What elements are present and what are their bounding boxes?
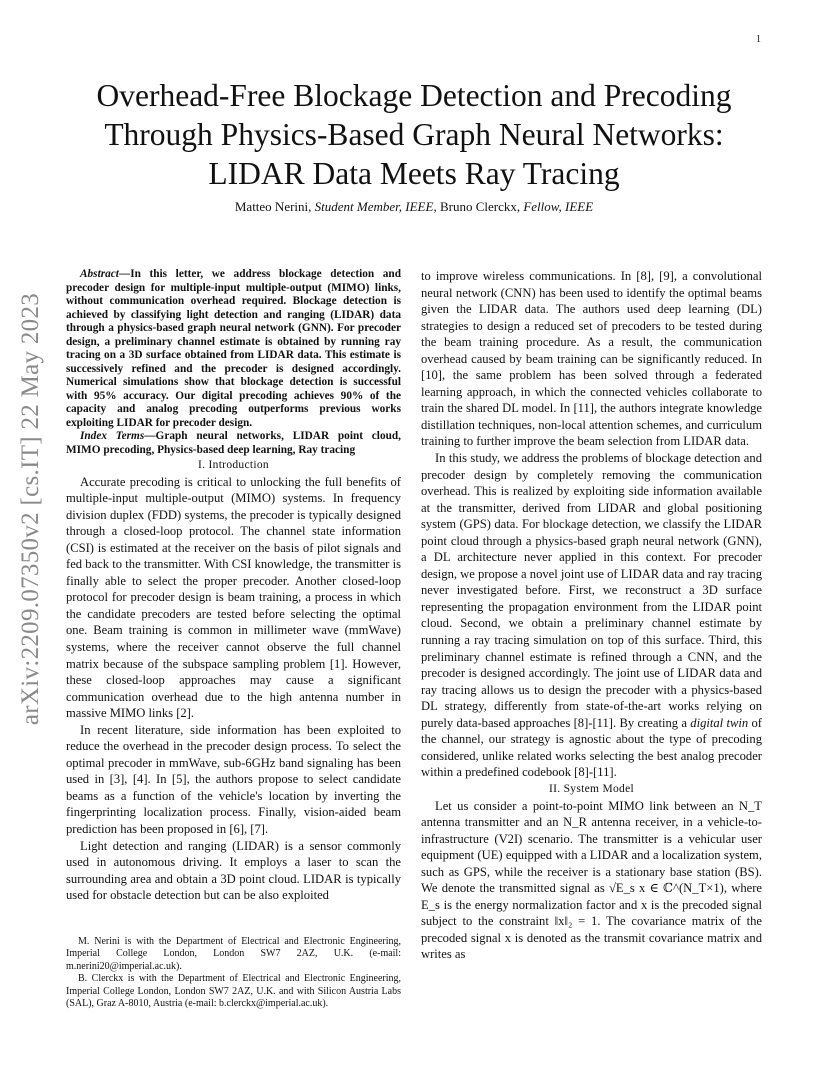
title-line-1: Overhead-Free Blockage Detection and Precoding [96,78,732,113]
author-1-name: Matteo Nerini, [234,199,315,214]
page-number: 1 [756,34,761,45]
arxiv-identifier-stamp [14,258,48,760]
section-heading-introduction [66,457,401,474]
title-line-2: Through Physics-Based Graph Neural Networks: [104,117,724,152]
author-separator: , Bruno Clerckx, [433,199,524,214]
left-column [66,268,401,904]
intro-paragraph-4: to improve wireless communications. In [8], [9], a convolutional neural network (CNN) has been used to identify the optimal beams given the LIDAR data. The authors used deep learning (DL) strategies to design a reduced set of precoders to be tested during the beam training procedure. As a result, the communication overhead caused by beam training can be significantly reduced. In [10], the same problem has been solved through a federated learning approach, in which the connected vehicles collaborate to train the shared DL model. In [11], the authors integrate knowledge distillation techniques, non-local attention schemes, and curriculum training to further improve the beam selection from LIDAR data. [421,269,762,449]
intro-paragraph-3: Light detection and ranging (LIDAR) is a sensor commonly used in autonomous driving. It employs a laser to scan the surrounding area and obtain a 3D point cloud. LIDAR is typically used for obstacle detection but can be also exploited [66,838,401,903]
title-line-3: LIDAR Data Meets Ray Tracing [208,156,620,191]
intro-paragraph-5-italic: digital twin [690,715,749,730]
intro-paragraph-5 [421,450,762,781]
index-terms [66,430,401,457]
abstract [66,268,401,430]
intro-paragraph-2: In recent literature, side information has been exploited to reduce the overhead in the precoder design process. To select the optimal precoder in mmWave, sub-6GHz band signaling has been used in [3], [4]. In [5], the authors propose to select candidate beams as a function of the vehicle's location by inverting the fingerprinting localization process. Finally, vision-aided beam prediction has been proposed in [6], [7]. [66,722,401,837]
paper-title [60,76,768,193]
section-2-heading-text: II. System Model [549,782,634,795]
intro-paragraph-1: Accurate precoding is critical to unlocking the full benefits of multiple-input multiple-output (MIMO) systems. In frequency division duplex (FDD) systems, the precoder is typically designed through a closed-loop protocol. The channel state information (CSI) is estimated at the receiver on the basis of pilot signals and fed back to the transmitter. With CSI knowledge, the transmitter is finally able to select the proper precoder. Another closed-loop protocol for precoder design is beam training, a process in which the candidate precoders are tested before selecting the optimal one. Beam training is common in millimeter wave (mmWave) systems, where the receiver cannot observe the full channel matrix because of the subspace sampling problem [1]. However, these closed-loop approaches may cause a significant communication overhead due to the high antenna number in massive MIMO links [2]. [66,474,401,721]
arxiv-identifier-text: arXiv:2209.07350v2 [cs.IT] 22 May 2023 [17,292,45,726]
section-heading-system-model [421,781,762,798]
right-column [421,268,762,963]
abstract-text: —In this letter, we address blockage detection and precoder design for multiple-input multiple-output (MIMO) links, without communication overhead required. Blockage detection is achieved by classifying light detection and ranging (LIDAR) data through a physics-based graph neural network (GNN). For precoder design, a preliminary channel estimate is obtained by running ray tracing on a 3D surface obtained from LIDAR data. This estimate is successively refined and the precoder is designed accordingly. Numerical simulations show that blockage detection is successful with 95% accuracy. Our digital precoding achieves 90% of the capacity and analog precoding outperforms previous works exploiting LIDAR for precoder design. [66,268,401,429]
index-terms-text: —Graph neural networks, LIDAR point cloud, MIMO precoding, Physics-based deep learning, Ray tracing [66,430,401,456]
system-model-paragraph-1: Let us consider a point-to-point MIMO link between an N_T antenna transmitter and an N_R antenna receiver, in a vehicle-to-infrastructure (V2I) scenario. The transmitter is a vehicular user equipment (UE) equipped with a LIDAR and a localization system, such as GPS, while the receiver is a stationary base station (BS). We denote the transmitted signal as √E_s x ∈ ℂ^(N_T×1), where E_s is the energy normalization factor and x is the precoded signal subject to the constraint ‖x‖₂ = 1. The covariance matrix of the precoded signal x is denoted as the transmit covariance matrix and writes as [421,798,762,962]
intro-paragraph-5-end: of the channel, our strategy is agnostic about the type of precoding considered, unlike related works selecting the best analog precoder within a predefined codebook [8]-[11]. [421,715,762,780]
footnotes [66,936,401,1010]
index-terms-label: Index Terms [80,430,145,442]
abstract-label: Abstract [80,268,119,280]
author-2-role: Fellow, IEEE [523,199,594,214]
author-1-role: Student Member, IEEE [314,199,434,214]
author-line [60,199,768,215]
footnote-nerini: M. Nerini is with the Department of Electrical and Electronic Engineering, Imperial College London, London SW7 2AZ, U.K. (e-mail: m.nerini20@imperial.ac.uk). [66,936,401,972]
footnote-clerckx: B. Clerckx is with the Department of Electrical and Electronic Engineering, Imperial College London, London SW7 2AZ, U.K. and with Silicon Austria Labs (SAL), Graz A-8010, Austria (e-mail: b.clerckx@imperial.ac.uk). [66,973,401,1010]
intro-paragraph-5-text: In this study, we address the problems of blockage detection and precoder design by completely removing the communication overhead. This is realized by exploiting side information available at the transmitter, derived from LIDAR and global positioning system (GPS) data. For blockage detection, we classify the LIDAR point cloud through a physics-based graph neural network (GNN), a DL architecture never applied in this context. For precoder design, we propose a novel joint use of LIDAR data and ray tracing never investigated before. First, we reconstruct a 3D surface representing the propagation environment from the LIDAR point cloud. Second, we obtain a preliminary channel estimate by running a ray tracing simulation on top of this surface. Third, this preliminary channel estimate is refined through a CNN, and the precoder is designed accordingly. The joint use of LIDAR data and ray tracing allows us to design the precoder with a physics-based DL strategy, differently from state-of-the-art works relying on purely data-based approaches [8]-[11]. By creating a [421,451,762,730]
section-1-heading-text: I. Introduction [198,459,269,471]
